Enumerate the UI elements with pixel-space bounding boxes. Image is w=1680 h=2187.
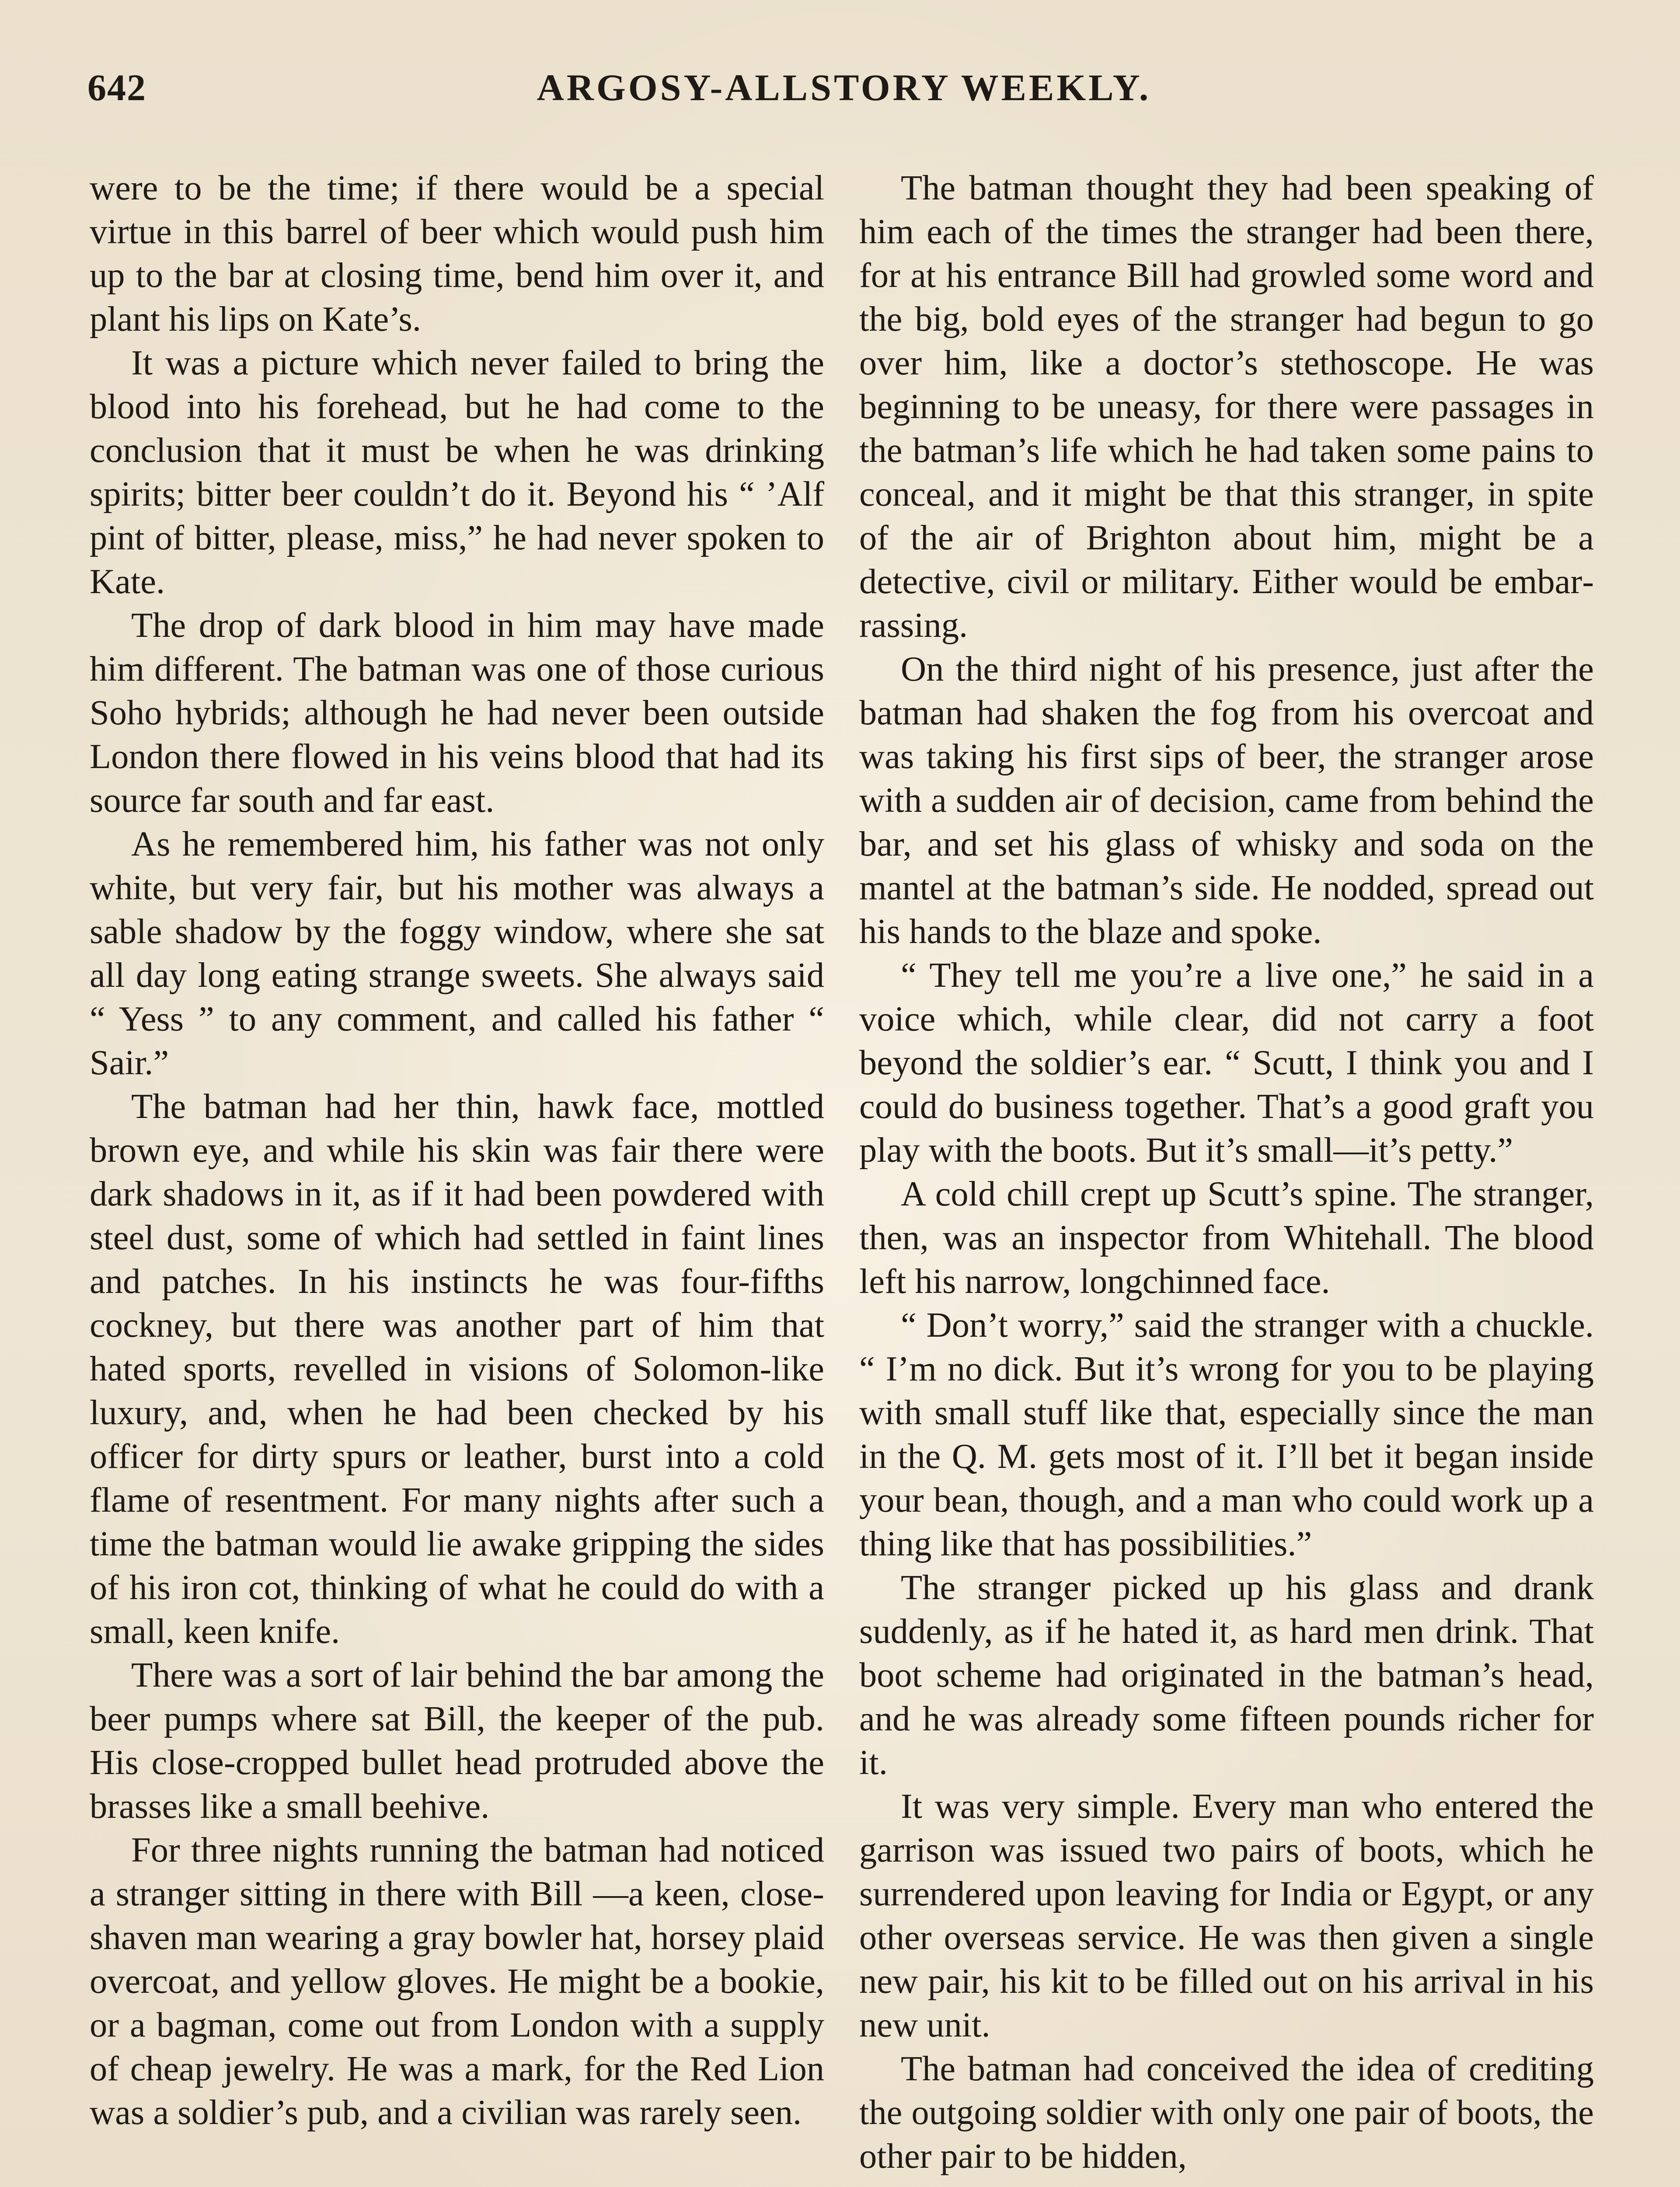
- left-column: [90, 166, 824, 2135]
- paragraph: were to be the time; if there would be a special virtue in this barrel of beer which would push him up to the bar at closing time, bend him over it, and plant his lips on Kate’s.: [90, 168, 824, 339]
- paragraph: The batman had conceived the idea of crediting the outgoing soldier with only one pair of boots, the other pair to be hidden,: [859, 2049, 1594, 2176]
- paragraph: A cold chill crept up Scutt’s spine. The stranger, then, was an inspector from Whitehall. The blood left his narrow, longchinned face.: [859, 1174, 1594, 1301]
- paragraph: “ They tell me you’re a live one,” he said in a voice which, while clear, did not carry a foot beyond the soldier’s ear. “ Scutt, I think you and I could do business together. That’s a good graft you play with the boots. But it’s small—it’s petty.”: [859, 956, 1594, 1170]
- paragraph: There was a sort of lair behind the bar among the beer pumps where sat Bill, the keeper of the pub. His close-cropped bullet head protruded above the brasses like a small beehive.: [90, 1656, 824, 1826]
- page-header: [87, 66, 1600, 127]
- paragraph: It was a picture which never failed to bring the blood into his forehead, but he had come to the conclusion that it must be when he was drinking spirits; bitter beer couldn’t do it. Beyond his “ ’Alf pint of bitter, please, miss,” he had never spoken to Kate.: [90, 343, 824, 601]
- page-number: 642: [87, 66, 146, 108]
- paragraph: It was very simple. Every man who entered the garrison was issued two pairs of boots, which he surrendered upon leaving for India or Egypt, or any other overseas service. He was then given a single new pair, his kit to be filled out on his arrival in his new unit.: [859, 1787, 1594, 2044]
- paragraph: “ Don’t worry,” said the stranger with a chuckle. “ I’m no dick. But it’s wrong for you to be playing with small stuff like that, especially since the man in the Q. M. gets most of it. I’ll bet it began inside your bean, though, and a man who could work up a thing like that has possibilities.”: [859, 1306, 1594, 1563]
- paragraph: The stranger picked up his glass and drank suddenly, as if he hated it, as hard men drink. That boot scheme had originated in the batman’s head, and he was already some fifteen pounds richer for it.: [859, 1568, 1594, 1782]
- paragraph: For three nights running the batman had noticed a stranger sitting in there with Bill —a keen, close-shaven man wearing a gray bowler hat, horsey plaid overcoat, and yellow gloves. He might be a bookie, or a bagman, come out from London with a supply of cheap jewelry. He was a mark, for the Red Lion was a soldier’s pub, and a civilian was rarely seen.: [90, 1831, 824, 2132]
- paragraph: As he remembered him, his father was not only white, but very fair, but his mother was always a sable shadow by the foggy window, where she sat all day long eating strange sweets. She always said “ Yess ” to any comment, and called his father “ Sair.”: [90, 824, 824, 1082]
- right-column: [859, 166, 1594, 2178]
- paragraph: On the third night of his presence, just after the batman had shaken the fog from his overcoat and was taking his first sips of beer, the stranger arose with a sudden air of decision, came from behind the bar, and set his glass of whisky and soda on the mantel at the batman’s side. He nodded, spread out his hands to the blaze and spoke.: [859, 650, 1594, 951]
- running-title: ARGOSY-ALLSTORY WEEKLY.: [537, 66, 1151, 108]
- paragraph: The batman thought they had been speaking of him each of the times the stranger had been there, for at his entrance Bill had growled some word and the big, bold eyes of the stranger had begun to go over him, like a doctor’s stethoscope. He was beginning to be uneasy, for there were passages in the batman’s life which he had taken some pains to conceal, and it might be that this stranger, in spite of the air of Brighton about him, might be a detective, civil or military. Either would be embarrassing.: [859, 168, 1594, 645]
- paragraph: The drop of dark blood in him may have made him different. The batman was one of those curious Soho hybrids; although he had never been outside London there flowed in his veins blood that had its source far south and far east.: [90, 606, 824, 820]
- paragraph: The batman had her thin, hawk face, mottled brown eye, and while his skin was fair there were dark shadows in it, as if it had been powdered with steel dust, some of which had settled in faint lines and patches. In his instincts he was four-fifths cockney, but there was another part of him that hated sports, revelled in visions of Solomon-like luxury, and, when he had been checked by his officer for dirty spurs or leather, burst into a cold flame of resentment. For many nights after such a time the batman would lie awake gripping the sides of his iron cot, thinking of what he could do with a small, keen knife.: [90, 1087, 824, 1651]
